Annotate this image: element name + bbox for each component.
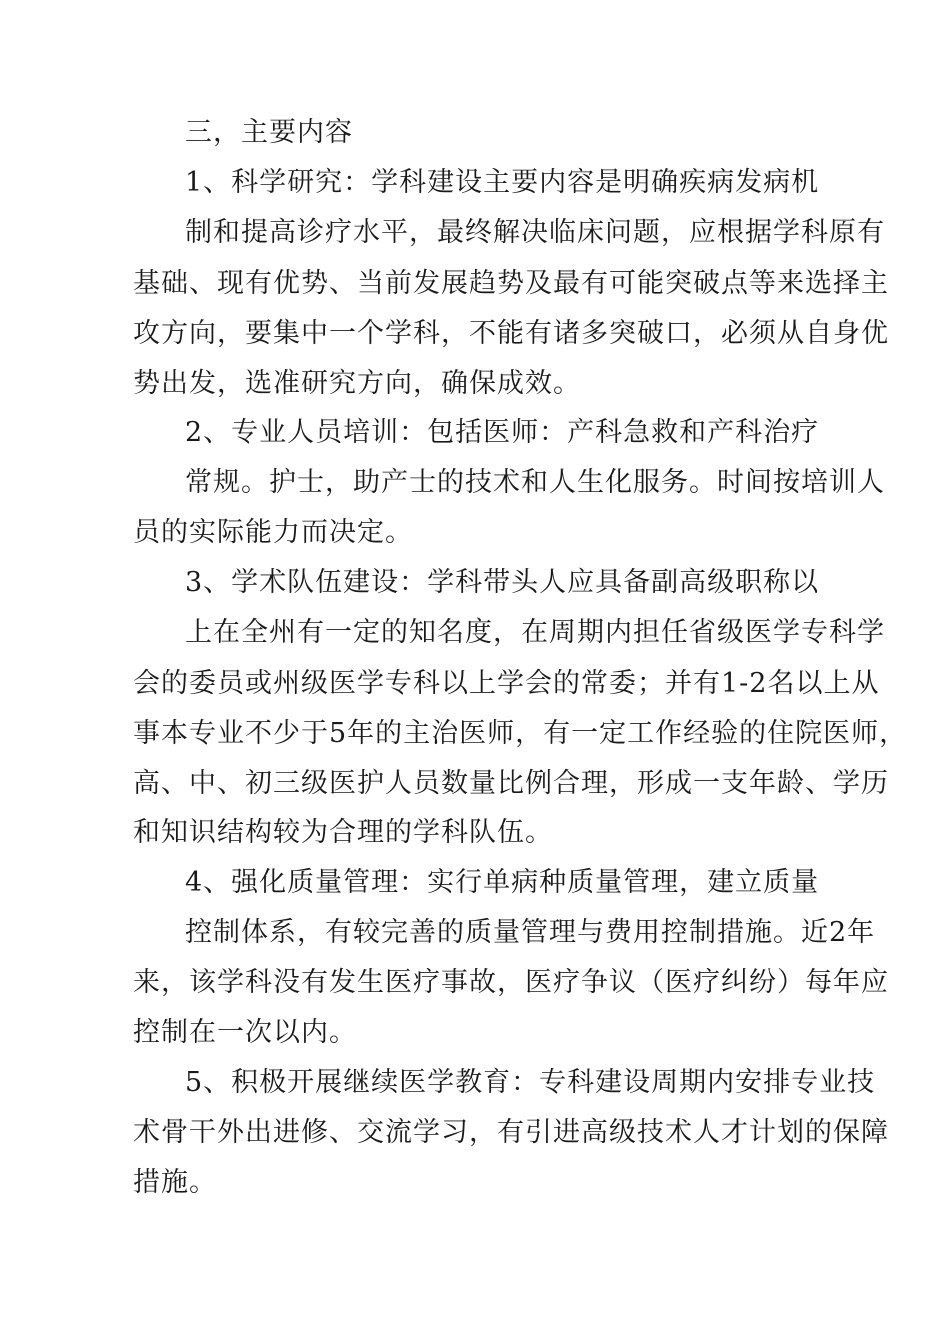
paragraph-3-line-5: 高、中、初三级医护人员数量比例合理，形成一支年龄、学历 xyxy=(133,768,889,799)
paragraph-2-line-1: 2、专业人员培训：包括医师：产科急救和产科治疗 xyxy=(185,417,820,448)
paragraph-1-line-2: 制和提高诊疗水平，最终解决临床问题，应根据学科原有 xyxy=(185,217,885,248)
paragraph-2-line-3: 员的实际能力而决定。 xyxy=(133,517,413,548)
paragraph-3-line-4: 事本专业不少于5年的主治医师，有一定工作经验的住院医师， xyxy=(133,718,908,749)
paragraph-2-line-2: 常规。护士，助产士的技术和人生化服务。时间按培训人 xyxy=(185,467,885,498)
paragraph-3-line-2: 上在全州有一定的知名度，在周期内担任省级医学专科学 xyxy=(185,617,885,648)
section-heading: 三，主要内容 xyxy=(185,117,353,148)
paragraph-4-line-4: 控制在一次以内。 xyxy=(133,1017,357,1048)
paragraph-5-line-2: 术骨干外出进修、交流学习，有引进高级技术人才计划的保障 xyxy=(133,1117,889,1148)
paragraph-5-line-3: 措施。 xyxy=(133,1167,217,1198)
paragraph-4-line-2: 控制体系，有较完善的质量管理与费用控制措施。近2年 xyxy=(185,917,876,948)
paragraph-3-line-3: 会的委员或州级医学专科以上学会的常委；并有1-2名以上从 xyxy=(133,668,880,699)
paragraph-1-line-3: 基础、现有优势、当前发展趋势及最有可能突破点等来选择主 xyxy=(133,268,889,299)
paragraph-3-line-1: 3、学术队伍建设：学科带头人应具备副高级职称以 xyxy=(185,567,820,598)
paragraph-1-line-1: 1、科学研究：学科建设主要内容是明确疾病发病机 xyxy=(185,167,820,198)
paragraph-4-line-1: 4、强化质量管理：实行单病种质量管理，建立质量 xyxy=(185,867,820,898)
paragraph-1-line-5: 势出发，选准研究方向，确保成效。 xyxy=(133,368,581,399)
paragraph-3-line-6: 和知识结构较为合理的学科队伍。 xyxy=(133,817,553,848)
paragraph-1-line-4: 攻方向，要集中一个学科，不能有诸多突破口，必须从自身优 xyxy=(133,318,889,349)
paragraph-4-line-3: 来，该学科没有发生医疗事故，医疗争议（医疗纠纷）每年应 xyxy=(133,967,889,998)
paragraph-5-line-1: 5、积极开展继续医学教育：专科建设周期内安排专业技 xyxy=(185,1067,876,1098)
